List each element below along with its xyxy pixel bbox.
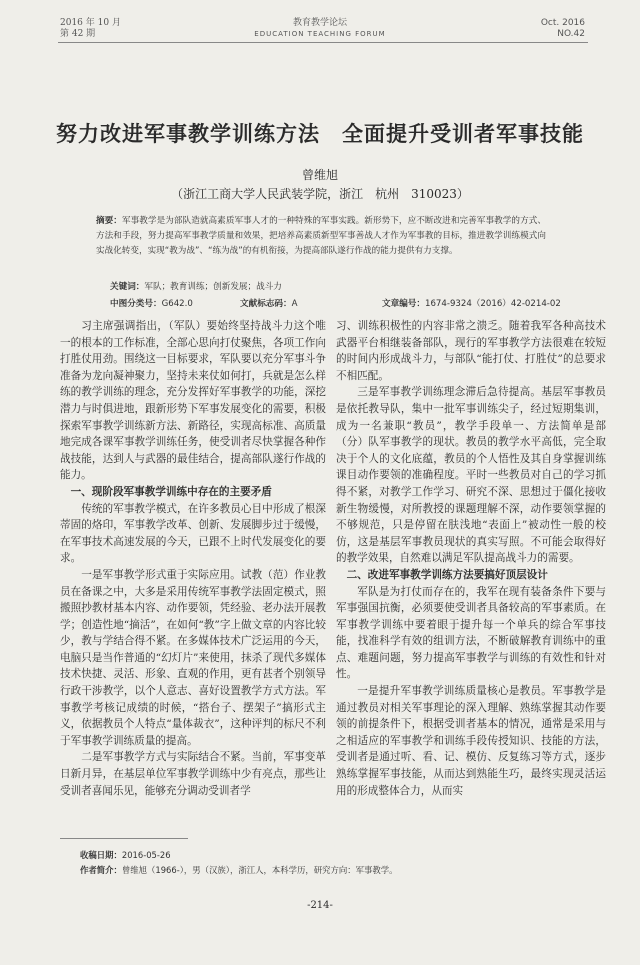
body-left-column <box>60 318 326 799</box>
paragraph: 军队是为打仗而存在的，我军在现有装备条件下要与军事强国抗衡，必须要使受训者具备较高的军事素质。在军事教学训练中要着眼于提升每一个单兵的综合军事技能，找准科学有效的组训方法，不断破解教育训练中的重点、难题问题，努力提高军事教学与训练的有效性和针对性。 <box>336 585 606 681</box>
header-date-en-line1: Oct. 2016 <box>540 18 585 28</box>
header-issue-line: 第 42 期 <box>60 29 96 39</box>
article-author: 曾维旭 <box>301 168 338 182</box>
footnote-bio <box>80 863 397 877</box>
paragraph: 习、训练积极性的内容非常之溃乏。随着我军各种高技术武器平台相继装备部队，现行的军事教学方法很难在较短的时间内形成战斗力，与部队“能打仗、打胜仗”的总要求不相匹配。 <box>336 320 606 382</box>
keywords-text: 军队；教育训练；创新发展；战斗力 <box>144 282 282 292</box>
article-id-label: 文章编号： <box>382 299 425 309</box>
bio-value: 曾维旭（1966-），男（汉族），浙江人，本科学历，研究方向：军事教学。 <box>121 865 398 875</box>
section-heading: 二、改进军事教学训练方法要搞好顶层设计 <box>346 568 548 581</box>
paragraph: 一是军事教学形式重于实际应用。试教（范）作业教员在备课之中，大多是采用传统军事教学法固定模式，照搬照抄教材基本内容、动作要领，凭经验、老办法开展教学；创造性地“摘活”，在如何“教”字上做文章的内容比较少，教与学结合得不紧。在多媒体技术广泛运用的今天，电脑只是当作普通的“幻灯片”来使用，抹杀了现代多媒体技术快捷、灵活、形象、直观的作用，更有甚者个别领导行政干涉教学，以个人意志、喜好设置教学方式方法。军事教学考核记成绩的时候，“搭台子、摆架子”搞形式主义，依据教员个人特点“量体裁衣”，这种评判的标尺不利于军事教学训练质量的提高。 <box>60 568 326 747</box>
journal-name-en: EDUCATION TEACHING FORUM <box>254 30 386 38</box>
footnote-received <box>80 848 171 862</box>
section-heading: 一、现阶段军事教学训练中存在的主要矛盾 <box>70 485 272 498</box>
abstract-label: 摘要： <box>96 216 122 226</box>
keywords-label: 关键词： <box>110 282 145 292</box>
article-id <box>382 297 561 309</box>
page-number: -214- <box>307 900 333 911</box>
header-rule <box>58 42 588 43</box>
paragraph: 一是提升军事教学训练质量核心是教员。军事教学是通过教员对相关军事理论的深入理解、熟练掌握其动作要领的前提条件下，根据受训者基本的情况，通常是采用与之相适应的军事教学和训练手段传授知识、技能的方法，受训者是通过听、看、记、模仿、反复练习等方式，逐步熟练掌握军事技能，从而达到熟能生巧，最终实现灵活运用的形成整体合力，从而实 <box>336 685 606 797</box>
document-code <box>240 297 297 309</box>
doc-code-value: A <box>291 299 298 309</box>
received-label: 收稿日期： <box>80 850 122 860</box>
header-date-en <box>541 18 585 40</box>
abstract <box>96 214 546 259</box>
abstract-text: 军事教学是为部队造就高素质军事人才的一种特殊的军事实践。新形势下，应不断改进和完善军事教学的方式、方法和手段，努力提高军事教学质量和效果，把培养高素质新型军事善战人才作为军事教的目标，推进教学训练模式向实战化转变，实现“教为战”、“练为战”的有机衔接，为提高部队遂行作战的能力提供有力支撑。 <box>96 216 546 256</box>
paragraph: 二是军事教学方式与实际结合不紧。当前，军事变革日新月异，在基层单位军事教学训练中少有亮点，那些让受训者喜闻乐见，能够充分调动受训者学 <box>60 751 326 797</box>
clc-value: G642.0 <box>161 299 193 309</box>
received-value: 2016-05-26 <box>121 850 171 860</box>
keywords <box>110 280 282 292</box>
article-title: 努力改进军事教学训练方法 全面提升受训者军事技能 <box>56 121 584 146</box>
footnote-rule <box>60 838 188 839</box>
header-issue-en: NO.42 <box>557 29 585 39</box>
clc-label: 中图分类号： <box>110 299 162 309</box>
paragraph: 三是军事教学训练理念滞后急待提高。基层军事教员是依托教导队，集中一批军事训练尖子，经过短期集训，成为一名兼职“教员”，教学手段单一、方法简单是部（分）队军事教学的现状。教员的教学水平高低，完全取决于个人的文化底蕴，教员的个人悟性及其自身掌握训练课目动作要领的准确程度。平时一些教员对自己的学习抓得不紧，对教学工作学习、研究不深、思想过于僵化接收新生物缓慢，对所教授的课题理解不深，动作要领掌握的不够规范，只是停留在肤浅地“表面上”被动性一般的校仿，这是基层军事教员现状的真实写照。不可能会取得好的教学效果，自然难以满足军队提高战斗力的需要。 <box>336 386 606 565</box>
journal-name-cn: 教育教学论坛 <box>292 18 347 28</box>
header-date-line1: 2016 年 10 月 <box>60 18 121 28</box>
article-id-value: 1674-9324（2016）42-0214-02 <box>424 299 561 309</box>
bio-label: 作者简介： <box>80 865 122 875</box>
body-right-column <box>336 318 606 799</box>
clc-number <box>110 297 193 309</box>
header-journal <box>220 18 420 40</box>
paragraph: 传统的军事教学模式，在许多教员心目中形成了根深蒂固的烙印，军事教学改革、创新、发展脚步过于缓慢，在军事技术高速发展的今天，已跟不上时代发展变化的要求。 <box>60 502 326 565</box>
paragraph: 习主席强调指出，（军队）要始终坚持战斗力这个唯一的根本的工作标准，全部心思向打仗聚焦，各项工作向打胜仗用劲。围绕这一目标要求，军队要以充分军事斗争准备为龙向凝神聚力，坚持未来仗如何打，兵就是怎么样练的教学训练的理念，充分发挥好军事教学的功能，深挖潜力与时俱进地，跟新形势下军事发展变化的需要，积极探索军事教学训练新方法、新路径，实现高标准、高质量地完成各课军事教学训练任务，使受训者尽快掌握各种作战技能，达到人与武器的最佳结合，提高部队遂行作战的能力。 <box>60 320 326 482</box>
header-date <box>60 18 121 40</box>
article-affiliation: （浙江工商大学人民武装学院，浙江 杭州 310023） <box>171 187 469 201</box>
doc-code-label: 文献标志码： <box>240 299 292 309</box>
